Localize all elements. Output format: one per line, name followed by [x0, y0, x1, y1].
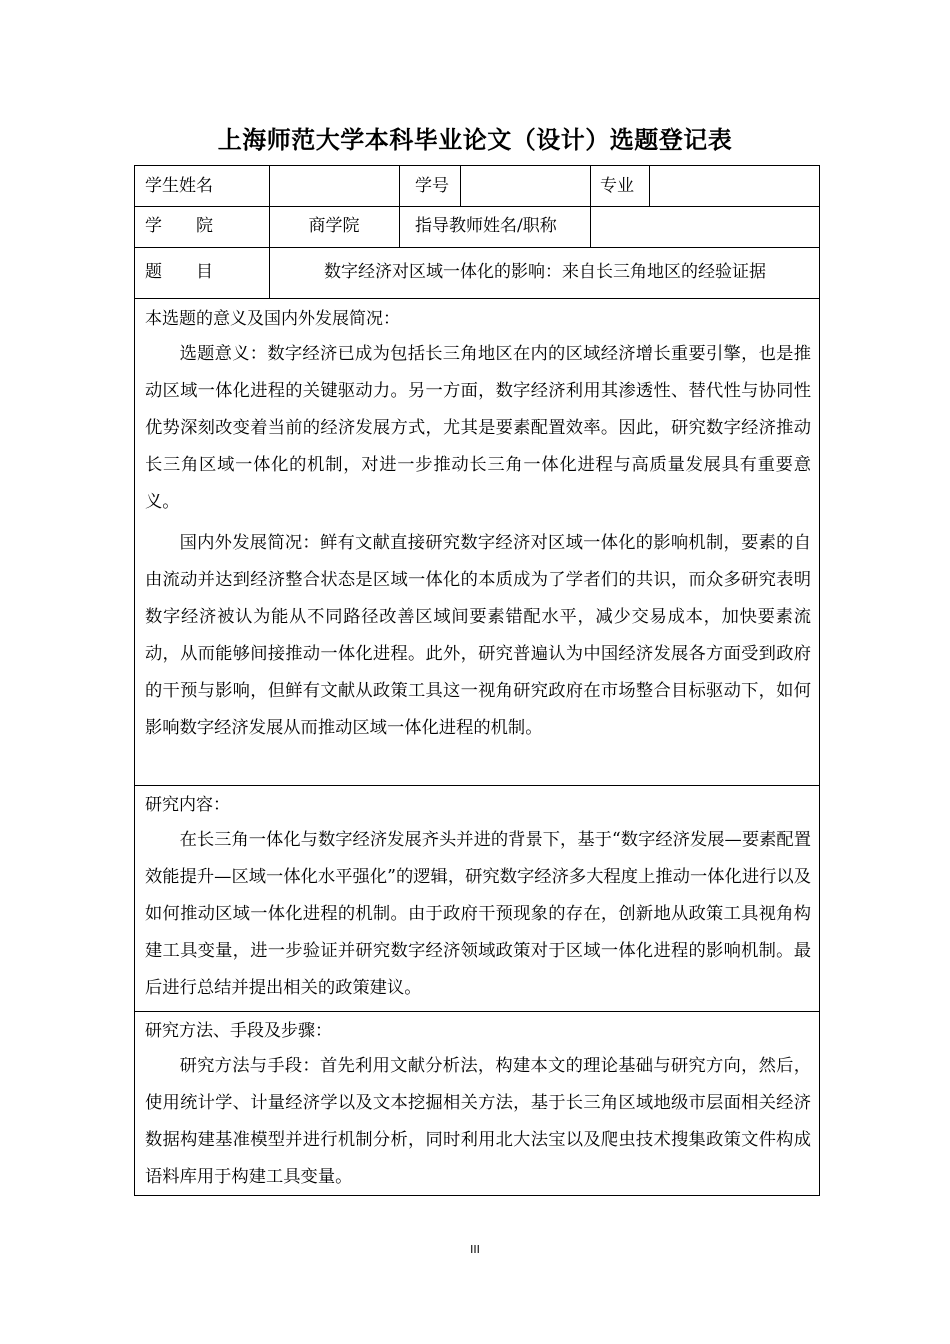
research-methods-paragraph: 研究方法与手段：首先利用文献分析法，构建本文的理论基础与研究方向，然后，使用统计学、计量经济学以及文本挖掘相关方法，基于长三角区域地级市层面相关经济数据构建基准模型并进行机制分析，同时利用北大法宝以及爬虫技术搜集政策文件构成语料库用于构建工具变量。: [145, 1056, 811, 1187]
row-divider-1: [135, 206, 819, 207]
research-content-heading: 研究内容：: [145, 795, 230, 815]
registration-form-table: [134, 165, 820, 1196]
advisor-label: 指导教师姓名/职称: [415, 216, 557, 236]
row-divider-5: [135, 1011, 819, 1012]
page-number: III: [470, 1243, 480, 1256]
row-divider-4: [135, 785, 819, 786]
research-content-paragraph: 在长三角一体化与数字经济发展齐头并进的背景下，基于“数字经济发展—要素配置效能提升—区域一体化水平强化”的逻辑，研究数字经济多大程度上推动一体化进行以及如何推动区域一体化进程的机制。由于政府干预现象的存在，创新地从政策工具视角构建工具变量，进一步验证并研究数字经济领域政策对于区域一体化进程的影响机制。最后进行总结并提出相关的政策建议。: [145, 830, 811, 998]
row-divider-3: [135, 298, 819, 299]
research-methods-heading: 研究方法、手段及步骤：: [145, 1021, 332, 1041]
student-name-label: 学生姓名: [145, 176, 213, 196]
literature-paragraph: 国内外发展简况：鲜有文献直接研究数字经济对区域一体化的影响机制，要素的自由流动并达到经济整合状态是区域一体化的本质成为了学者们的共识，而众多研究表明数字经济被认为能从不同路径改善区域间要素错配水平，减少交易成本，加快要素流动，从而能够间接推动一体化进程。此外，研究普遍认为中国经济发展各方面受到政府的干预与影响，但鲜有文献从政策工具这一视角研究政府在市场整合目标驱动下，如何影响数字经济发展从而推动区域一体化进程的机制。: [145, 533, 811, 738]
col-divider: [460, 166, 461, 207]
row-divider-2: [135, 247, 819, 248]
col-divider: [399, 206, 400, 248]
significance-heading: 本选题的意义及国内外发展简况：: [145, 309, 400, 329]
col-divider: [649, 166, 650, 207]
form-title: 上海师范大学本科毕业论文（设计）选题登记表: [217, 126, 733, 154]
col-divider: [399, 166, 400, 207]
topic-label: 题 目: [145, 262, 213, 282]
significance-paragraph: 选题意义：数字经济已成为包括长三角地区在内的区域经济增长重要引擎，也是推动区域一体化进程的关键驱动力。另一方面，数字经济利用其渗透性、替代性与协同性优势深刻改变着当前的经济发展方式，尤其是要素配置效率。因此，研究数字经济推动长三角区域一体化的机制，对进一步推动长三角一体化进程与高质量发展具有重要意义。: [145, 344, 811, 512]
col-divider: [269, 166, 270, 207]
college-label: 学 院: [145, 216, 213, 236]
major-label: 专业: [600, 176, 634, 196]
student-id-label: 学号: [415, 176, 449, 196]
col-divider: [590, 206, 591, 248]
col-divider: [590, 166, 591, 207]
topic-value: 数字经济对区域一体化的影响：来自长三角地区的经验证据: [324, 262, 766, 282]
college-value: 商学院: [308, 216, 360, 236]
